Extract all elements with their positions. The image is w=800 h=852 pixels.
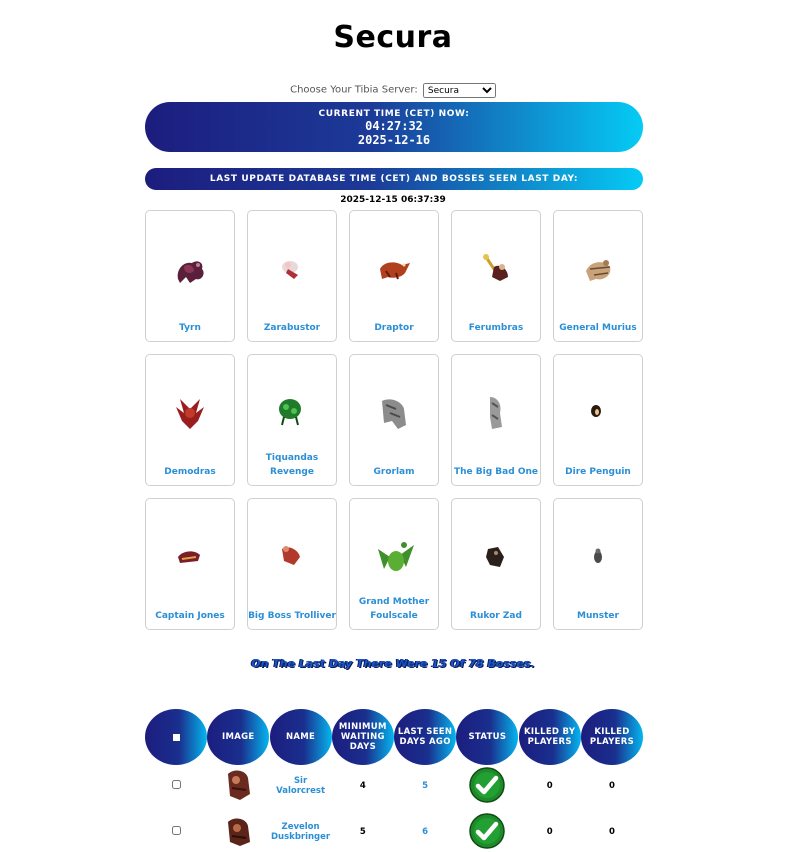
boss-card-name[interactable]: Demodras <box>164 467 216 477</box>
select-all-checkbox[interactable] <box>173 734 180 741</box>
zarabustor-sprite-icon <box>274 251 310 287</box>
grorlam-sprite-icon <box>376 395 412 431</box>
boss-card[interactable] <box>451 498 541 630</box>
server-select[interactable] <box>423 83 496 98</box>
ferumbras-sprite-icon <box>478 251 514 287</box>
sir-valorcrest-sprite-icon <box>222 768 254 802</box>
boss-card[interactable] <box>451 210 541 342</box>
row-killed-players: 0 <box>609 781 615 791</box>
boss-card-name[interactable]: General Murius <box>559 323 637 333</box>
grand-mother-foulscale-sprite-icon <box>376 539 416 579</box>
table-row <box>145 812 643 852</box>
last-update-datetime: 2025-12-15 06:37:39 <box>340 195 446 205</box>
zevelon-duskbringer-sprite-icon <box>222 814 254 848</box>
row-killed-players: 0 <box>609 827 615 837</box>
ready-check-icon <box>469 767 505 803</box>
boss-card-name[interactable]: Tyrn <box>179 323 201 333</box>
boss-card-name[interactable]: Zarabustor <box>263 323 321 333</box>
general-murius-sprite-icon <box>580 251 616 287</box>
row-status <box>456 767 518 806</box>
select-all-header[interactable] <box>145 709 207 765</box>
boss-card-name[interactable]: Rukor Zad <box>470 611 522 621</box>
row-killed-by-players: 0 <box>546 827 553 837</box>
row-name[interactable]: Sir Valorcrest <box>276 776 326 796</box>
ready-check-icon <box>469 813 505 849</box>
munster-sprite-icon <box>580 539 616 575</box>
boss-card[interactable] <box>553 210 643 342</box>
tiquandas-revenge-sprite-icon <box>274 395 310 431</box>
header-killed-players[interactable]: KILLED PLAYERS <box>581 709 643 765</box>
last-update-banner: LAST UPDATE DATABASE TIME (CET) AND BOSSES SEEN LAST DAY: <box>145 168 643 190</box>
header-name[interactable]: NAME <box>270 709 332 765</box>
demodras-sprite-icon <box>172 395 208 431</box>
boss-card[interactable] <box>145 210 235 342</box>
boss-card[interactable] <box>349 210 439 342</box>
current-time-banner <box>145 102 643 152</box>
boss-card[interactable] <box>145 354 235 486</box>
boss-card[interactable] <box>145 498 235 630</box>
header-killed-by-players[interactable]: KILLED BY PLAYERS <box>519 709 581 765</box>
current-time-label: CURRENT TIME (CET) NOW: <box>318 109 470 119</box>
page-title: Secura <box>333 20 453 55</box>
header-image[interactable]: IMAGE <box>207 709 269 765</box>
captain-jones-sprite-icon <box>172 539 208 575</box>
row-select <box>145 780 207 792</box>
current-date: 2025-12-16 <box>357 133 431 147</box>
boss-card[interactable] <box>349 498 439 630</box>
header-last-seen[interactable]: LAST SEEN DAYS AGO <box>394 709 456 765</box>
boss-card[interactable] <box>247 354 337 486</box>
the-big-bad-one-sprite-icon <box>478 395 514 431</box>
table-row <box>145 766 643 806</box>
row-checkbox[interactable] <box>172 826 181 835</box>
row-min-wait: 5 <box>359 827 366 837</box>
row-name[interactable]: Zevelon Duskbringer <box>271 822 331 842</box>
summary-text: On The Last Day There Were 15 Of 78 Bosses. <box>251 657 535 670</box>
tyrn-sprite-icon <box>172 251 208 287</box>
row-checkbox[interactable] <box>172 780 181 789</box>
boss-card-name[interactable]: Dire Penguin <box>565 467 631 477</box>
server-label: Choose Your Tibia Server: <box>290 84 418 96</box>
row-killed-by-players: 0 <box>546 781 553 791</box>
rukor-zad-sprite-icon <box>478 539 514 575</box>
boss-card-name[interactable]: Munster <box>577 611 619 621</box>
current-clock: 04:27:32 <box>365 119 423 133</box>
row-last-seen[interactable]: 6 <box>422 827 429 837</box>
boss-card[interactable] <box>553 498 643 630</box>
boss-card-name[interactable]: Tiquandas Revenge <box>265 453 319 477</box>
boss-card[interactable] <box>553 354 643 486</box>
server-chooser <box>0 83 786 98</box>
big-boss-trolliver-sprite-icon <box>274 539 310 575</box>
row-select <box>145 826 207 838</box>
boss-card[interactable] <box>451 354 541 486</box>
bosses-seen-grid <box>145 210 643 630</box>
dire-penguin-sprite-icon <box>580 395 616 431</box>
boss-card-name[interactable]: Draptor <box>374 323 414 333</box>
row-min-wait: 4 <box>359 781 366 791</box>
boss-card-name[interactable]: Grand Mother Foulscale <box>358 597 430 621</box>
boss-card-name[interactable]: Ferumbras <box>468 323 524 333</box>
draptor-sprite-icon <box>376 251 412 287</box>
row-last-seen[interactable]: 5 <box>422 781 429 791</box>
header-min-waiting[interactable]: MINIMUM WAITING DAYS <box>332 709 394 765</box>
boss-card-name[interactable]: Grorlam <box>373 467 415 477</box>
boss-table-header <box>145 709 643 765</box>
boss-card-name[interactable]: Captain Jones <box>155 611 225 621</box>
boss-card[interactable] <box>247 498 337 630</box>
boss-card-name[interactable]: The Big Bad One <box>454 467 538 477</box>
boss-card[interactable] <box>247 210 337 342</box>
header-status[interactable]: STATUS <box>456 709 518 765</box>
boss-card-name[interactable]: Big Boss Trolliver <box>248 611 336 621</box>
row-status <box>456 813 518 852</box>
row-image <box>207 814 269 851</box>
boss-card[interactable] <box>349 354 439 486</box>
row-image <box>207 768 269 805</box>
